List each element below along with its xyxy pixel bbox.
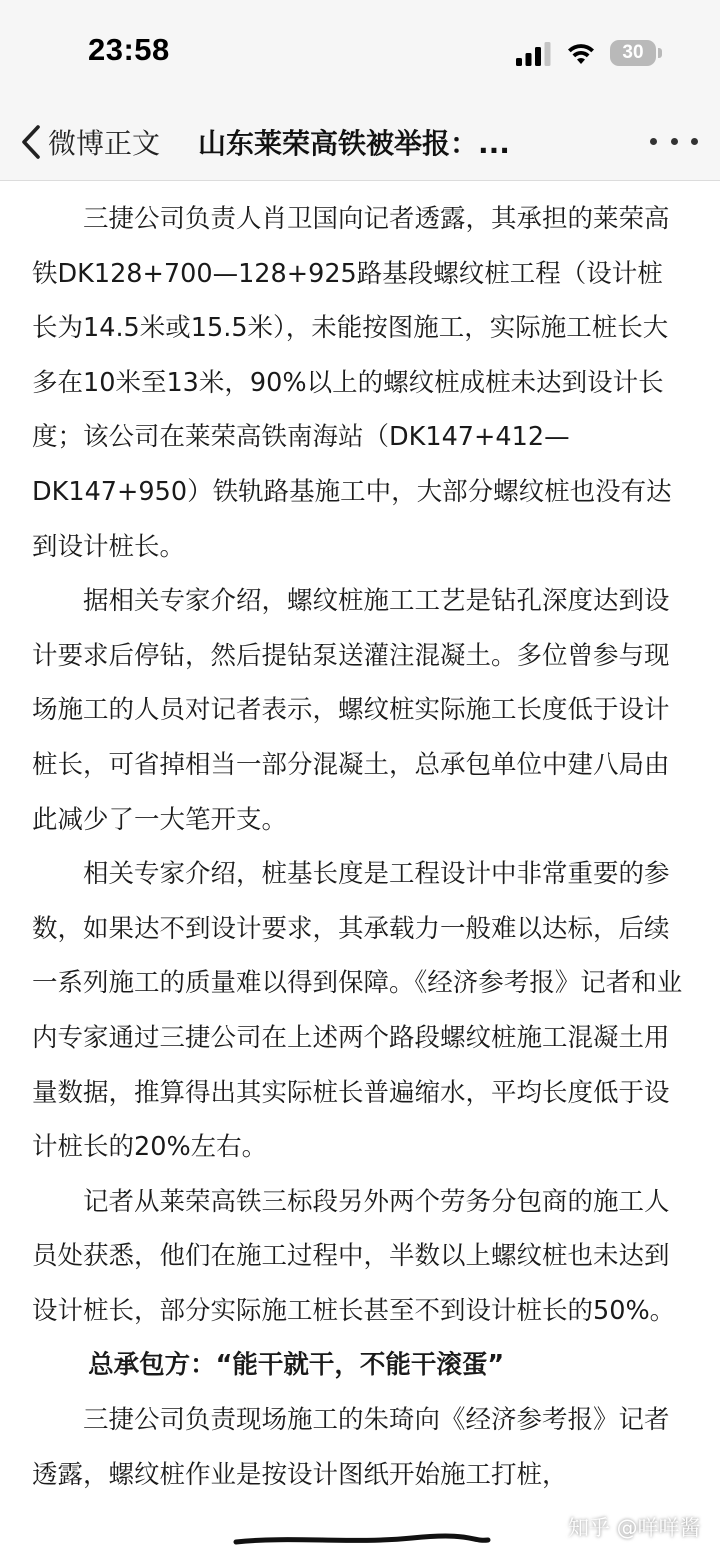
article-paragraph: 相关专家介绍，桩基长度是工程设计中非常重要的参数，如果达不到设计要求，其承载力一般难以达标，后续一系列施工的质量难以得到保障。《经济参考报》记者和业内专家通过三捷公司在上述两个路段螺纹桩施工混凝土用量数据，推算得出其实际桩长普遍缩水，平均长度低于设计桩长的20%左右。 — [32, 859, 683, 1163]
wifi-icon — [566, 40, 596, 66]
more-options-button[interactable] — [650, 126, 698, 156]
redaction-scribble — [232, 1530, 492, 1550]
status-time: 23:58 — [88, 32, 170, 67]
navigation-bar — [0, 104, 720, 181]
back-label: 微博正文 — [48, 127, 161, 160]
status-bar — [0, 0, 720, 104]
cellular-signal-icon — [516, 42, 552, 66]
more-dots-icon — [650, 138, 657, 145]
battery-level: 30 — [622, 42, 644, 63]
watermark: 知乎 @咩咩酱 — [568, 1516, 701, 1540]
more-dots-icon — [671, 138, 678, 145]
chevron-left-icon — [18, 122, 44, 162]
battery-cap — [658, 48, 662, 58]
section-heading: 总承包方：“能干就干，不能干滚蛋” — [88, 1350, 505, 1381]
battery-icon — [610, 40, 656, 66]
article-body — [32, 192, 688, 1502]
back-button[interactable] — [18, 118, 160, 166]
page-title: 山东莱荣高铁被举报：... — [198, 127, 510, 160]
article-paragraph: 记者从莱荣高铁三标段另外两个劳务分包商的施工人员处获悉，他们在施工过程中，半数以上螺纹桩也未达到设计桩长，部分实际施工桩长甚至不到设计桩长的50%。 — [32, 1186, 676, 1326]
article-paragraph: 三捷公司负责人肖卫国向记者透露，其承担的莱荣高铁DK128+700—128+925路基段螺纹桩工程（设计桩长为14.5米或15.5米），未能按图施工，实际施工桩长大多在10米至13米，90%以上的螺纹桩成桩未达到设计长度；该公司在莱荣高铁南海站（DK147+412—DK147+950）铁轨路基施工中，大部分螺纹桩也没有达到设计桩长。 — [32, 204, 672, 562]
article-paragraph: 三捷公司负责现场施工的朱琦向《经济参考报》记者透露，螺纹桩作业是按设计图纸开始施工打桩， — [32, 1405, 670, 1490]
more-dots-icon — [691, 138, 698, 145]
article-paragraph: 据相关专家介绍，螺纹桩施工工艺是钻孔深度达到设计要求后停钻，然后提钻泵送灌注混凝土。多位曾参与现场施工的人员对记者表示，螺纹桩实际施工长度低于设计桩长，可省掉相当一部分混凝土，总承包单位中建八局由此减少了一大笔开支。 — [32, 586, 670, 835]
